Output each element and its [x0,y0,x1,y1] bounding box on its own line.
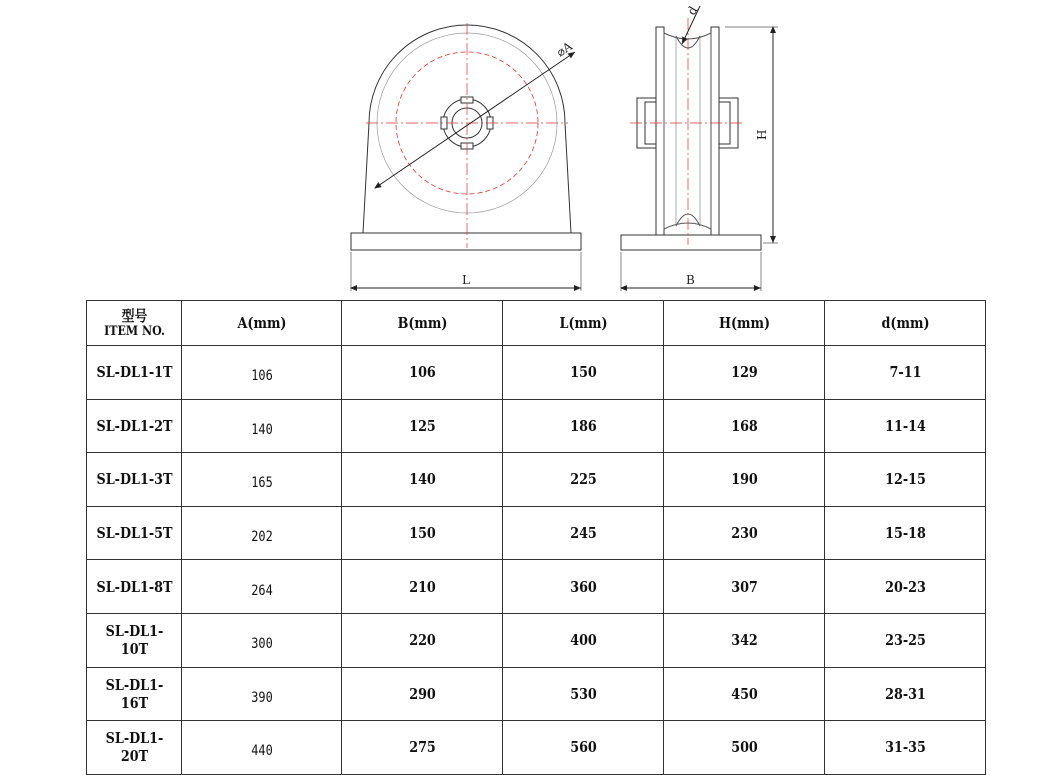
length-label: L [462,273,470,287]
cell-a: 390 [194,667,330,721]
cell-b: 290 [354,667,491,721]
cell-item: SL-DL1-20T [94,721,175,775]
table-row [87,667,986,721]
cell-a: 106 [194,346,330,400]
cell-b: 106 [354,346,491,400]
table-body [87,346,986,775]
cell-d: 31-35 [837,721,974,775]
cell-item: SL-DL1-8T [94,560,175,614]
table-row [87,613,986,667]
header-b: B(mm) [354,301,491,346]
cell-l: 186 [515,399,652,453]
header-h: H(mm) [676,301,813,346]
technical-drawing [0,0,1045,300]
header-l: L(mm) [515,301,652,346]
table-row [87,721,986,775]
spec-table [86,300,986,775]
cell-l: 245 [515,506,652,560]
base-label: B [686,273,695,287]
table-header-row [87,301,986,346]
cell-a: 140 [194,399,330,453]
side-view [621,3,778,291]
table-row [87,453,986,507]
header-item-en: ITEM NO. [103,323,165,339]
cell-b: 210 [354,560,491,614]
cell-b: 220 [354,613,491,667]
cell-h: 168 [676,399,813,453]
cell-b: 140 [354,453,491,507]
cell-l: 560 [515,721,652,775]
cell-h: 500 [676,721,813,775]
header-item-cn: 型号 [121,306,147,325]
cell-item: SL-DL1-2T [94,399,175,453]
side-base-plate [621,235,761,250]
cell-l: 360 [515,560,652,614]
header-item [94,301,175,346]
table-row [87,506,986,560]
cell-item: SL-DL1-16T [94,667,175,721]
header-a: A(mm) [194,301,330,346]
cell-h: 129 [676,346,813,400]
front-view [351,23,581,291]
cell-d: 12-15 [837,453,974,507]
cell-h: 342 [676,613,813,667]
cell-item: SL-DL1-3T [94,453,175,507]
cell-item: SL-DL1-10T [94,613,175,667]
cell-h: 230 [676,506,813,560]
cell-a: 165 [194,453,330,507]
cell-d: 15-18 [837,506,974,560]
cell-b: 275 [354,721,491,775]
cell-a: 300 [194,613,330,667]
cell-a: 264 [194,560,330,614]
table-row [87,399,986,453]
cell-l: 150 [515,346,652,400]
cell-item: SL-DL1-1T [94,346,175,400]
cell-d: 20-23 [837,560,974,614]
cell-d: 23-25 [837,613,974,667]
cell-b: 150 [354,506,491,560]
cell-item: SL-DL1-5T [94,506,175,560]
table-row [87,346,986,400]
cell-d: 28-31 [837,667,974,721]
cell-a: 202 [194,506,330,560]
cell-d: 11-14 [837,399,974,453]
cell-l: 225 [515,453,652,507]
sheave [664,33,711,229]
table-row [87,560,986,614]
cell-l: 530 [515,667,652,721]
header-d: d(mm) [837,301,974,346]
base-plate [351,233,581,250]
cell-a: 440 [194,721,330,775]
cell-l: 400 [515,613,652,667]
cell-d: 7-11 [837,346,974,400]
cell-h: 307 [676,560,813,614]
cell-b: 125 [354,399,491,453]
diameter-label: ⌀A [553,38,575,60]
cell-h: 450 [676,667,813,721]
cell-h: 190 [676,453,813,507]
groove-label: d [684,3,701,18]
height-label: H [755,129,769,140]
